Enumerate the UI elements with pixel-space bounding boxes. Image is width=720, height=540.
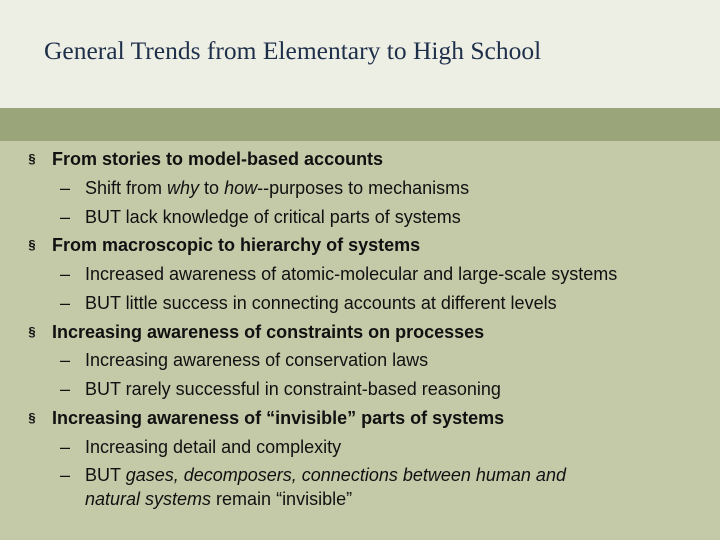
text-run: BUT lack knowledge of critical parts of systems	[85, 206, 461, 227]
dash-marker: –	[60, 264, 71, 284]
dash-marker: –	[60, 206, 71, 227]
bullet-item	[0, 318, 720, 346]
bullet-item	[0, 145, 720, 173]
sub-bullet-item	[0, 375, 720, 403]
dash-marker: –	[60, 465, 71, 486]
bullet-label: From stories to model-based accounts	[52, 149, 384, 169]
bullet-label: Increasing awareness of constraints on processes	[52, 321, 485, 342]
text-run: BUT little success in connecting accounts at different levels	[85, 292, 557, 313]
text-run: remain “invisible”	[211, 489, 353, 509]
sub-bullet-item	[0, 289, 720, 317]
sub-bullet-item	[0, 433, 720, 461]
text-run: to	[199, 177, 225, 198]
sub-bullet-item	[0, 174, 720, 202]
text-run: BUT rarely successful in constraint-based reasoning	[85, 379, 501, 399]
slide-body	[0, 141, 720, 540]
sub-bullet-continuation	[0, 485, 720, 513]
sub-bullet-item	[0, 203, 720, 231]
text-run: Increased awareness of atomic-molecular and large-scale systems	[85, 264, 618, 284]
sub-bullet-text	[85, 174, 469, 202]
bullet-marker: §	[28, 409, 36, 425]
sub-bullet-item	[0, 346, 720, 374]
sub-bullet-text	[85, 260, 617, 288]
accent-band	[0, 108, 720, 141]
sub-bullet-text	[85, 485, 352, 513]
text-run: how	[224, 177, 258, 198]
bullet-item	[0, 231, 720, 259]
dash-marker: –	[60, 177, 71, 198]
text-run: gases, decomposers, connections between human and	[125, 465, 566, 486]
text-run: natural systems	[85, 489, 212, 509]
sub-bullet-text	[85, 289, 557, 317]
text-run: why	[167, 177, 200, 198]
bullet-marker: §	[28, 237, 36, 253]
slide-title: General Trends from Elementary to High School	[44, 36, 542, 65]
text-run: Increasing detail and complexity	[85, 436, 342, 457]
text-run: BUT	[85, 465, 126, 486]
text-run: --purposes to mechanisms	[257, 177, 470, 198]
sub-bullet-text	[85, 346, 428, 374]
sub-bullet-text	[85, 203, 461, 231]
sub-bullet-text	[85, 433, 341, 461]
slide-header	[0, 0, 720, 108]
dash-marker: –	[60, 292, 71, 313]
dash-marker: –	[60, 379, 71, 399]
sub-bullet-text	[85, 375, 501, 403]
text-run: Increasing awareness of conservation laws	[85, 350, 429, 371]
bullet-label: From macroscopic to hierarchy of systems	[52, 235, 421, 256]
dash-marker: –	[60, 350, 71, 371]
bullet-marker: §	[28, 151, 36, 166]
bullet-item	[0, 404, 720, 432]
bullet-label: Increasing awareness of “invisible” parts of systems	[52, 407, 505, 428]
sub-bullet-item	[0, 260, 720, 288]
text-run: Shift from	[85, 177, 168, 198]
bullet-marker: §	[28, 323, 36, 339]
dash-marker: –	[60, 436, 71, 457]
